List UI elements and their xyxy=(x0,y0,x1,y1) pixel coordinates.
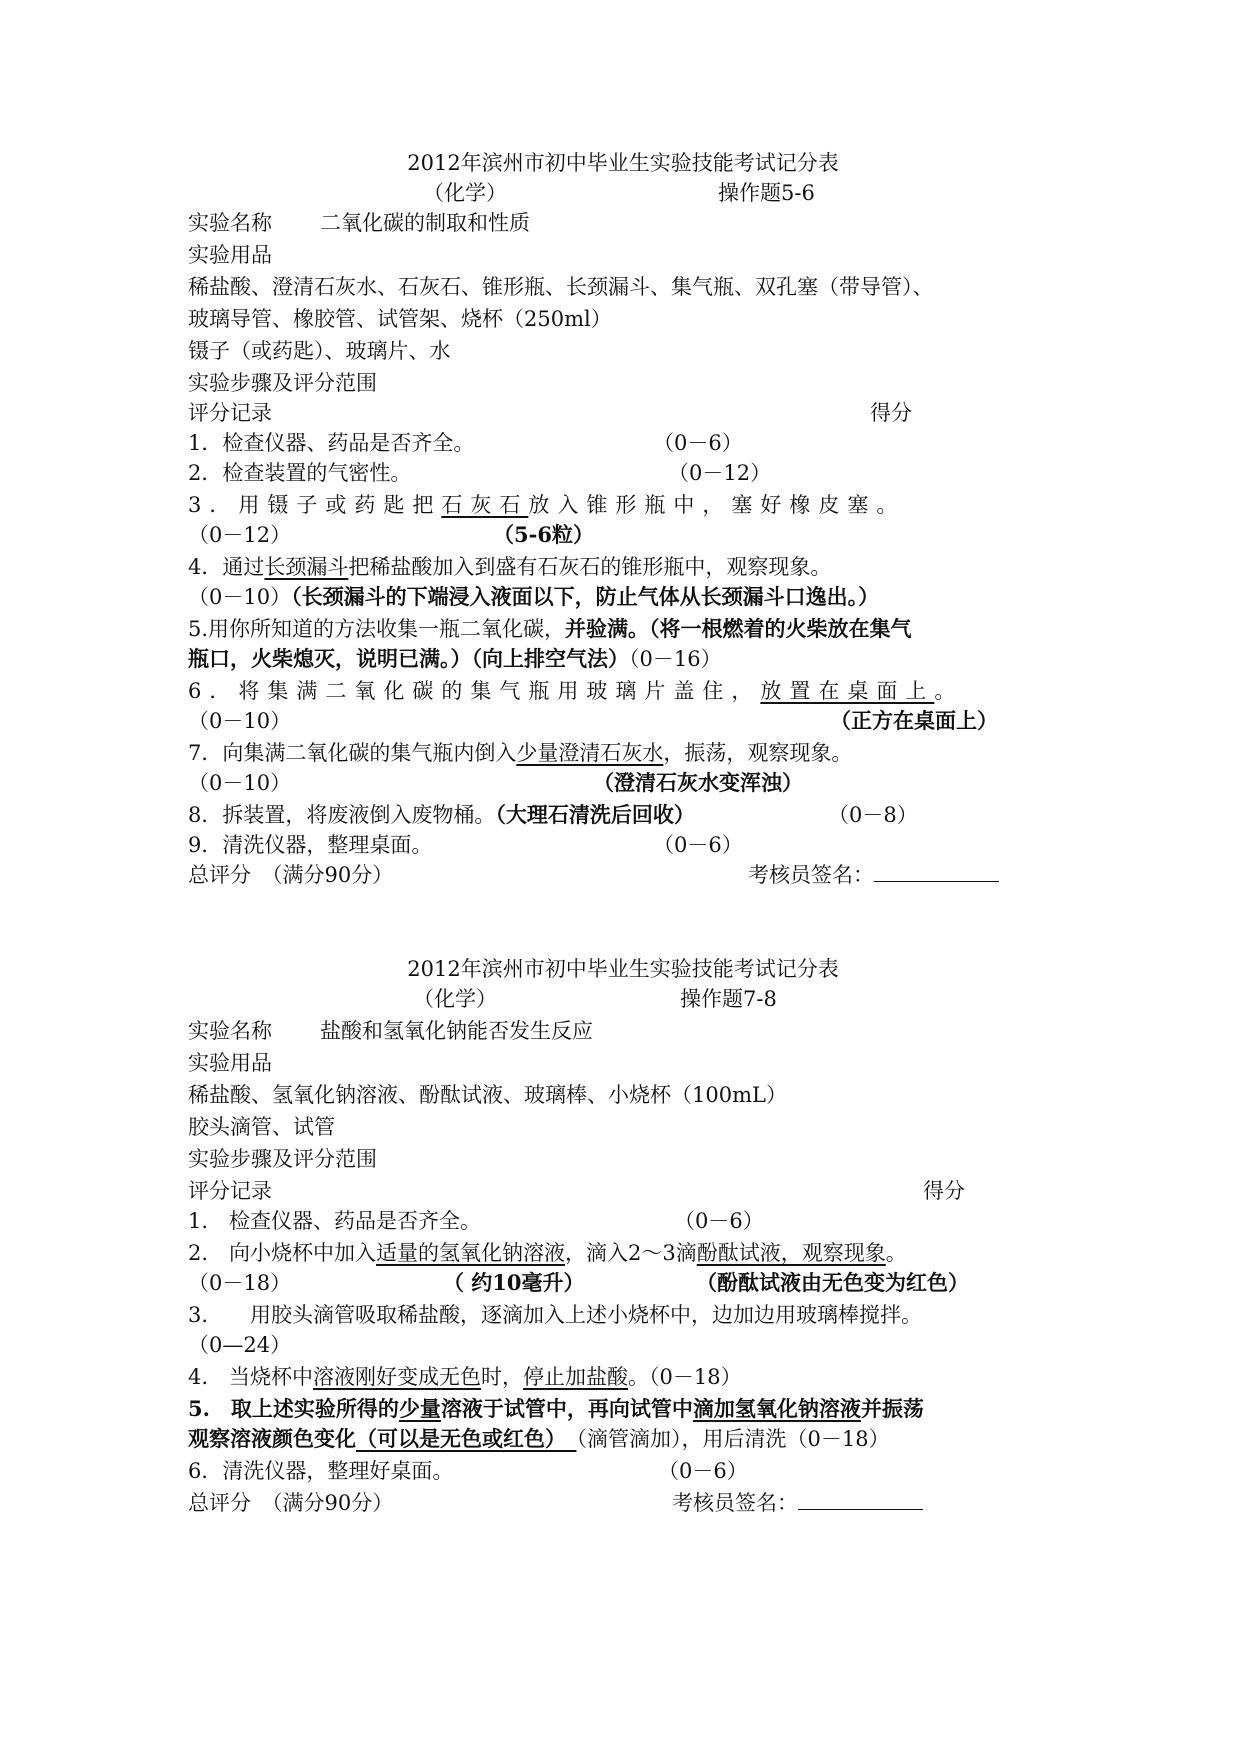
form1-step7-score: （0－10） xyxy=(188,771,292,795)
form1-signer-label: 考核员签名： xyxy=(748,863,874,887)
form2-step5-text-c: 并振荡 xyxy=(860,1396,924,1421)
form1-step6-score: （0－10） xyxy=(188,709,292,733)
form1-step8-score: （0－8） xyxy=(828,803,918,827)
form2-score-label: 得分 xyxy=(923,1179,965,1203)
form1-experiment-name-row xyxy=(188,208,1058,238)
form2-step1-score: （0－6） xyxy=(674,1209,764,1233)
form2-step1-text: 1. 检查仪器、药品是否齐全。 xyxy=(188,1209,482,1233)
form1-steps-label: 实验步骤及评分范围 xyxy=(188,371,377,395)
form2-experiment-name-row xyxy=(188,1016,1058,1046)
form1-step5-text-c: 瓶口，火柴熄灭，说明已满。）（向上排空气法） xyxy=(188,646,629,671)
form2-step5-underlined-3: （可以是无色或红色） xyxy=(356,1426,577,1451)
form2-step2-scoreline xyxy=(188,1268,1058,1298)
form1-step9-text: 9．清洗仪器，整理桌面。 xyxy=(188,833,433,857)
form1-step4-scoreline xyxy=(188,582,1058,612)
form2-step5 xyxy=(188,1394,1058,1424)
form1-step5-score: （0－16） xyxy=(629,647,722,671)
form1-step3-text-b: 放入锥形瓶中，塞好橡皮塞。 xyxy=(528,493,906,517)
form1-step1-text: 1．检查仪器、药品是否齐全。 xyxy=(188,431,475,455)
form2-step2-text-b: ，滴入2～3滴 xyxy=(565,1241,697,1265)
form2-step5-text-e: （滴管滴加），用后清洗（0－18） xyxy=(576,1427,890,1451)
form2-signature-blank[interactable] xyxy=(798,1489,923,1510)
form2-step1 xyxy=(188,1206,1058,1236)
form1-step6-note: （正方在桌面上） xyxy=(830,708,998,733)
form1-step5-text-a: 5.用你所知道的方法收集一瓶二氧化碳， xyxy=(188,617,566,641)
form2-step2-text-c: 。 xyxy=(885,1241,907,1265)
form1-step4-underlined: 长颈漏斗 xyxy=(264,555,349,579)
form2-step4-text-c: 。（0－18） xyxy=(628,1365,742,1389)
form1-step7-text-a: 7．向集满二氧化碳的集气瓶内倒入 xyxy=(188,741,517,765)
form2-step2-underlined-2: 酚酞试液，观察现象 xyxy=(696,1241,886,1265)
form1-signature-blank[interactable] xyxy=(874,861,999,882)
form1-step6-text-b: 。 xyxy=(934,679,964,703)
form1-step5-text-b: 并验满。（将一根燃着的火柴放在集气 xyxy=(565,616,912,641)
form2-step2-underlined-1: 适量的氢氧化钠溶液 xyxy=(376,1241,566,1265)
form2-step6 xyxy=(188,1456,1058,1486)
form2-step4-text-b: 时， xyxy=(481,1365,524,1389)
form2-step5-underlined-1: 少量 xyxy=(398,1396,441,1421)
form2-step5-underlined-2: 滴加氢氧化钠溶液 xyxy=(692,1396,861,1421)
form1-step9-score: （0－6） xyxy=(653,833,743,857)
form1-step2-score: （0－12） xyxy=(668,461,772,485)
form2-step2-note-2: （酚酞试液由无色变为红色） xyxy=(696,1270,969,1295)
form1-step7-note: （澄清石灰水变浑浊） xyxy=(593,770,803,795)
form2-step4-text-a: 4. 当烧杯中 xyxy=(188,1365,314,1389)
form1-question: 操作题5-6 xyxy=(718,181,815,205)
form1-step9 xyxy=(188,830,1058,860)
form2-step4-underlined-1: 溶液刚好变成无色 xyxy=(313,1365,482,1389)
form2-step3-text: 3. 用胶头滴管吸取稀盐酸，逐滴加入上述小烧杯中，边加边用玻璃棒搅拌。 xyxy=(188,1303,923,1327)
form2-step3-score: （0—24） xyxy=(188,1333,292,1357)
form2-step4-underlined-2: 停止加盐酸 xyxy=(523,1365,629,1389)
form2-step5-text-b: 溶液于试管中，再向试管中 xyxy=(440,1396,693,1421)
form2-title: 2012年滨州市初中毕业生实验技能考试记分表 xyxy=(407,957,839,981)
form2-name-label: 实验名称 xyxy=(188,1019,272,1043)
form1-step6 xyxy=(188,676,1058,706)
form1-materials-line3: 镊子（或药匙）、玻璃片、水 xyxy=(188,339,451,363)
form1-record-label: 评分记录 xyxy=(188,401,272,425)
form2-step3 xyxy=(188,1300,1058,1330)
form1-step2 xyxy=(188,458,1058,488)
form1-step3 xyxy=(188,490,1058,520)
form1-step8 xyxy=(188,800,1058,830)
form1-materials-line2: 玻璃导管、橡胶管、试管架、烧杯（250ml） xyxy=(188,307,612,331)
form2-step6-score: （0－6） xyxy=(658,1459,748,1483)
form1-step7-text-b: ，振荡，观察现象。 xyxy=(663,741,853,765)
form1-step4-text-a: 4．通过 xyxy=(188,555,265,579)
form2-step5-text-d: 观察溶液颜色变化 xyxy=(188,1426,356,1451)
form1-signer xyxy=(748,860,999,890)
form1-step4 xyxy=(188,552,1058,582)
form1-step1 xyxy=(188,428,1058,458)
form1-name-value: 二氧化碳的制取和性质 xyxy=(320,211,530,235)
form2-step2-text-a: 2. 向小烧杯中加入 xyxy=(188,1241,377,1265)
form2-materials-line1: 稀盐酸、氢氧化钠溶液、酚酞试液、玻璃棒、小烧杯（100mL） xyxy=(188,1083,787,1107)
form1-step4-note: （长颈漏斗的下端浸入液面以下，防止气体从长颈漏斗口逸出。） xyxy=(291,584,880,609)
form1-score-label: 得分 xyxy=(870,401,912,425)
form2-footer xyxy=(188,1488,1058,1518)
form2-step5-cont xyxy=(188,1424,1058,1454)
form1-step7-scoreline xyxy=(188,768,1058,798)
form2-name-value: 盐酸和氢氧化钠能否发生反应 xyxy=(320,1019,593,1043)
form1-step7-underlined: 少量澄清石灰水 xyxy=(516,741,664,765)
form2-step2-note-1: （ 约10毫升） xyxy=(443,1270,585,1295)
form1-step5-cont xyxy=(188,644,1058,674)
form1-step5 xyxy=(188,614,1058,644)
form2-record-label: 评分记录 xyxy=(188,1179,272,1203)
form1-step3-score: （0－12） xyxy=(188,523,292,547)
form2-step6-text: 6．清洗仪器，整理好桌面。 xyxy=(188,1459,454,1483)
form2-signer-label: 考核员签名： xyxy=(672,1491,798,1515)
form2-step2-score: （0－18） xyxy=(188,1271,292,1295)
form1-step3-text-a: 3．用镊子或药匙把 xyxy=(188,493,442,517)
form2-step5-text-a: 5. 取上述实验所得的 xyxy=(188,1396,399,1421)
form1-step6-scoreline xyxy=(188,706,1058,736)
form1-materials-line1: 稀盐酸、澄清石灰水、石灰石、锥形瓶、长颈漏斗、集气瓶、双孔塞（带导管）、 xyxy=(188,275,934,299)
form1-step1-score: （0－6） xyxy=(653,431,743,455)
form1-subject: （化学） xyxy=(423,181,507,205)
form1-materials-label: 实验用品 xyxy=(188,243,272,267)
form1-step4-score: （0－10） xyxy=(188,585,292,609)
form1-step8-text-a: 8．拆装置，将废液倒入废物桶。 xyxy=(188,803,496,827)
form2-step2 xyxy=(188,1238,1058,1268)
form1-step8-note: （大理石清洗后回收） xyxy=(495,802,695,827)
form2-subject: （化学） xyxy=(413,987,497,1011)
form2-signer xyxy=(672,1488,923,1518)
form2-question: 操作题7-8 xyxy=(680,987,777,1011)
form1-step6-underlined: 放置在桌面上 xyxy=(760,679,935,703)
form1-record-header xyxy=(188,398,1058,428)
form1-name-label: 实验名称 xyxy=(188,211,272,235)
form1-step2-text: 2．检查装置的气密性。 xyxy=(188,461,412,485)
form1-step6-text-a: 6．将集满二氧化碳的集气瓶用玻璃片盖住， xyxy=(188,679,761,703)
form1-step3-note: （5-6粒） xyxy=(493,522,594,547)
form1-step3-underlined: 石灰石 xyxy=(441,493,529,517)
form2-record-header xyxy=(188,1176,1058,1206)
form1-step4-text-b: 把稀盐酸加入到盛有石灰石的锥形瓶中，观察现象。 xyxy=(348,555,832,579)
form1-step3-scoreline xyxy=(188,520,1058,550)
form2-materials-label: 实验用品 xyxy=(188,1051,272,1075)
form1-step7 xyxy=(188,738,1058,768)
form1-title: 2012年滨州市初中毕业生实验技能考试记分表 xyxy=(407,151,839,175)
form2-step4 xyxy=(188,1362,1058,1392)
form2-materials-line2: 胶头滴管、试管 xyxy=(188,1115,335,1139)
form2-step3-scoreline xyxy=(188,1330,1058,1360)
form2-total: 总评分 （满分90分） xyxy=(188,1491,394,1515)
form1-footer xyxy=(188,860,1058,890)
form2-steps-label: 实验步骤及评分范围 xyxy=(188,1147,377,1171)
form1-total: 总评分 （满分90分） xyxy=(188,863,394,887)
